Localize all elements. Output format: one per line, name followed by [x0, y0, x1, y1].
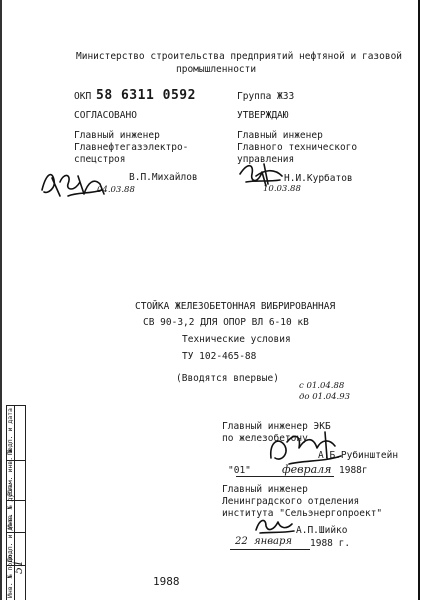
document-title-2: СВ 90-3,2 ДЛЯ ОПОР ВЛ 6-10 кВ [143, 317, 309, 328]
valid-to: до 01.04.93 [299, 392, 351, 402]
agreed-date: 04.03.88 [97, 185, 135, 195]
designer-month: февраля [282, 463, 332, 476]
footer-year: 1988 [153, 575, 180, 588]
agreed-signature [38, 168, 108, 200]
stamp-label-sign-date: Подп. и дата [6, 408, 14, 455]
stamp-label-dup-inv: Инв. № дубл. [6, 482, 14, 529]
approved-signature [236, 160, 288, 190]
agreed-role-2: Главнефтегазэлектро- [74, 142, 189, 153]
institute-role-2: Ленинградского отделения [222, 496, 360, 507]
tu-number: ТУ 102-465-88 [182, 351, 257, 362]
institute-role-3: института "Сельэнергопроект" [222, 508, 383, 519]
stamp-label-orig-inv: Инв. № подл. [6, 551, 14, 598]
institute-year: 1988 г. [310, 538, 351, 549]
group-code: Группа Ж33 [237, 91, 295, 102]
ministry-line-1: Министерство строительства предприятий нефтяной и газовой [76, 51, 403, 62]
institute-role-1: Главный инженер [222, 484, 308, 495]
institute-signature [252, 514, 296, 536]
institute-date-month: января [254, 536, 293, 547]
approved-title: УТВЕРЖДАЮ [237, 110, 289, 121]
institute-name: А.П.Шийко [296, 525, 348, 536]
approved-role-1: Главный инженер [237, 130, 323, 141]
ministry-line-2: промышленности [176, 64, 257, 75]
okp-code: 58 6311 0592 [96, 88, 196, 103]
approved-role-3: управления [237, 154, 295, 165]
right-scan-edge [418, 0, 420, 600]
approved-role-2: Главного технического [237, 142, 358, 153]
designer-role-1: Главный инженер ЭКБ [222, 421, 331, 432]
approved-name: Н.И.Курбатов [284, 173, 353, 184]
agreed-role-1: Главный инженер [74, 130, 160, 141]
stamp-label-replace-inv: Взам. инв. № [6, 449, 14, 496]
left-scan-edge [0, 0, 2, 600]
approved-date: 10.03.88 [263, 184, 301, 194]
designer-year: 1988г [339, 465, 368, 476]
agreed-name: В.П.Михайлов [129, 172, 198, 183]
institute-date-day: 22 [235, 536, 248, 547]
agreed-title: СОГЛАСОВАНО [74, 110, 137, 121]
designer-day: "01" [228, 465, 251, 476]
institute-date-underline [230, 549, 310, 550]
document-title-1: СТОЙКА ЖЕЛЕЗОБЕТОННАЯ ВИБРИРОВАННАЯ [135, 301, 336, 312]
designer-role-2: по железобетону [222, 433, 308, 444]
stamp-label-sign-date-2: Подп. и дата [6, 515, 14, 562]
okp-label: ОКП [74, 91, 92, 102]
designer-date-underline [236, 476, 334, 477]
valid-from: с 01.04.88 [299, 381, 345, 391]
stamp-inventory-number: 51 [12, 560, 25, 574]
designer-name: А.Б.Рубинштейн [318, 450, 399, 461]
document-subtitle: Технические условия [182, 334, 291, 345]
designer-signature [265, 428, 345, 468]
introduced-note: (Вводятся впервые) [176, 373, 279, 384]
agreed-role-3: спецстроя [74, 154, 126, 165]
